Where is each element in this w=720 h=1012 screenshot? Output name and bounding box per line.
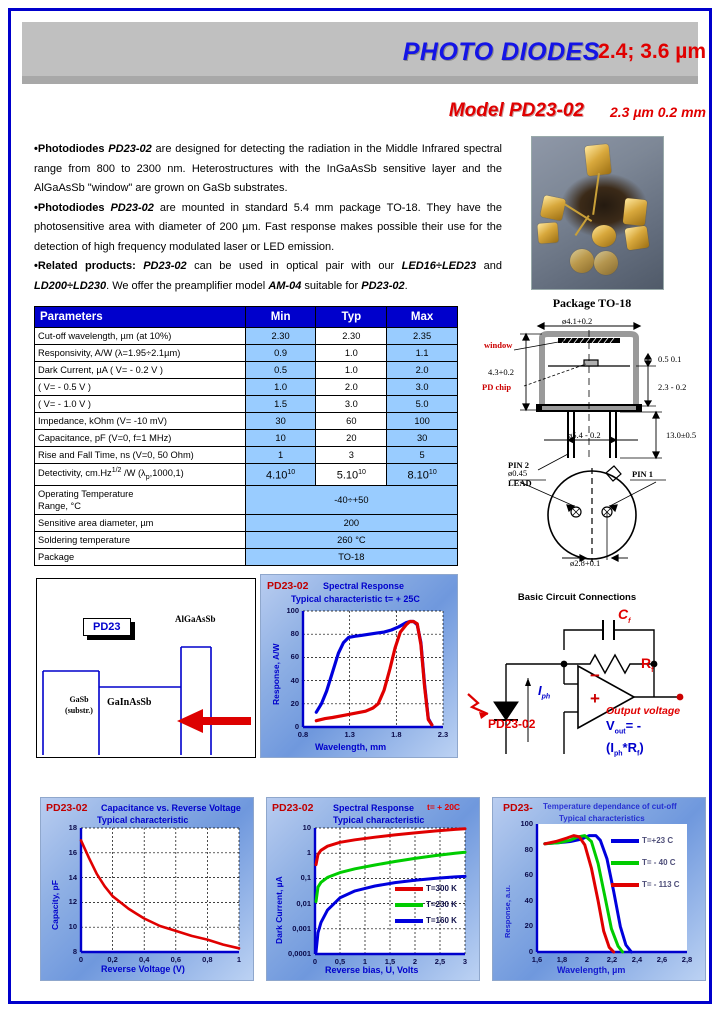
page-title: PHOTO DIODES [402,38,600,66]
ytick: 18 [68,823,77,832]
pkg-dim-height: 4.3+0.2 [488,367,515,377]
p3-model-2: PD23-02 [361,279,405,292]
pkg-dim-small: 0.5 0.1 [658,354,682,364]
param-min: 0.9 [245,345,316,362]
label-gasb-line1: GaSb [69,695,89,704]
pkg-window-label: window [484,340,513,350]
cf-main: C [618,606,629,622]
ytick: 12 [68,897,77,907]
photo-lead-1 [592,173,600,215]
chart1-title: PD23-02 [46,802,88,814]
param-typ-detectivity: 5.10$^{10}$ [316,464,387,486]
ytick: 40 [524,895,533,905]
xtick: 0,5 [334,957,346,966]
chart3-xlabel: Wavelength, µm [557,965,626,975]
xtick: 0.8 [297,730,309,739]
description-paragraph-3 [34,257,502,296]
p3-model: PD23-02 [143,260,187,272]
xtick: 2,6 [656,955,668,964]
table-row [35,413,458,430]
param-name: Cut-off wavelength, µm (at 10%) [35,328,246,345]
pkg-dim-top: ø4.1+0.2 [562,316,593,326]
xtick: 1.8 [391,730,402,739]
param-typ: 2.30 [316,328,387,345]
photo-diode-can-2 [540,195,566,221]
legend-label: T= - 113 C [642,880,680,889]
model-dimensions: 2.3 µm 0.2 mm [609,104,706,120]
p3-amp-model: AM-04 [268,279,302,292]
ytick: 60 [290,652,299,662]
photocurrent-label [538,683,550,701]
table-row [35,328,458,345]
pkg-pin1: PIN 1 [632,469,654,479]
ytick: 10 [302,823,311,832]
chart1-title2: Capacitance vs. Reverse Voltage [101,803,241,813]
chart3-title: PD23- [503,802,533,814]
param-name: Sensitive area diameter, µm [35,514,246,531]
xtick: 2,5 [434,957,446,966]
p3-text-end: . [404,279,408,292]
xtick: 0,2 [107,955,118,964]
header-wavelengths: 2.4; 3.6 µm [598,40,706,63]
legend-swatch [611,861,639,865]
xtick: 0,8 [202,955,213,964]
xtick: 2 [584,955,590,964]
pkg-dim-mid: 2.3 - 0.2 [658,382,687,392]
label-gainassb: GaInAsSb [107,697,152,708]
ytick: 8 [72,947,77,956]
xtick: 0 [312,957,318,966]
legend-swatch [395,887,423,891]
table-header-row [35,307,458,328]
p3-text-3: . We offer the preamplifier model [106,279,269,292]
structure-svg [37,579,253,755]
param-value-full: -40÷+50 [245,485,457,514]
chart2-ylabel: Dark Current, µA [274,876,284,944]
p3-text-4: suitable for [301,279,362,292]
photo-lead-3 [575,215,590,236]
photo-diode-can-6 [592,225,616,247]
ytick: 100 [520,819,533,828]
chart0-subtitle: Typical characteristic t= + 25C [291,594,420,604]
opamp-plus-sign: + [590,689,600,708]
structure-diagram [36,578,256,758]
param-name: ( V= - 0.5 V ) [35,379,246,396]
param-name: Capacitance, pF (V=0, f=1 MHz) [35,430,246,447]
param-name: Dark Current, µA ( V= - 0.2 V ) [35,362,246,379]
p2-model: PD23-02 [110,201,154,214]
pkg-dim-lead-pitch: ø5.4 - 0.2 [568,430,601,440]
param-name: Package [35,548,246,565]
p3-text-2: and [476,260,502,272]
model-name: Model PD23-02 [448,100,584,121]
param-max: 100 [387,413,458,430]
pkg-lead-word: LEAD [508,478,532,488]
table-row-full [35,548,458,565]
p3-ld-range: LD200÷LD230 [34,279,107,292]
param-max: 5 [387,447,458,464]
product-photo [531,136,664,290]
chart2-subtitle: Typical characteristic [333,815,425,825]
circuit-diagram [466,592,706,756]
legend-label: T= - 40 C [642,858,676,867]
param-name: Rise and Fall Time, ns (V=0, 50 Ohm) [35,447,246,464]
chart3-ylabel: Response, a.u. [503,885,512,938]
ytick: 1 [306,848,311,858]
table-row-full [35,485,458,514]
param-min: 1 [245,447,316,464]
xtick: 2,4 [631,955,643,964]
bullet-3: •Related products: [34,260,144,272]
chart0-title2: Spectral Response [323,581,405,591]
circuit-device-label: PD23-02 [488,717,536,731]
p3-text-1: can be used in optical pair with our [186,260,402,272]
p2-text: are mounted in standard 5.4 mm package TO-18. They have the photosensitive area with diameter of 200 µm. Fast response makes possible their use for the detection of high frequency modulated laser or LED emission. [34,201,503,253]
iph-main: I [538,683,542,698]
chart1-xlabel: Reverse Voltage (V) [101,964,185,974]
table-row [35,362,458,379]
photo-diode-reflection-2 [594,251,618,275]
chart2-xlabel: Reverse bias, U, Volts [325,965,419,975]
ytick: 20 [524,921,533,931]
legend-swatch [611,883,639,887]
table-row [35,447,458,464]
param-value-full: 260 °C [245,531,457,548]
package-drawing [480,296,704,571]
param-min-detectivity: 4.10$^{10}$ [245,464,316,486]
pkg-dim-lead-len: 13.0±0.5 [666,430,697,440]
pkg-pin2-label: PIN 2 [508,460,530,470]
chart-dark-current [266,797,480,981]
xtick: 0 [78,955,84,964]
legend-swatch [395,919,423,923]
vout-main: V [606,718,615,733]
table-row [35,430,458,447]
description-paragraph-2 [34,199,502,258]
label-algaassb: AlGaAsSb [175,614,216,624]
chart1-ylabel: Capacity, pF [50,880,60,930]
chart-spectral-response [260,574,458,758]
param-max: 5.0 [387,396,458,413]
p1-model: PD23-02 [108,143,152,155]
chart3-subtitle: Typical characteristics [559,814,645,823]
xtick: 2 [412,957,418,966]
chart1-subtitle: Typical characteristic [97,815,189,825]
package-title: Package TO-18 [552,296,632,310]
label-gasb [49,694,109,716]
iph-sub: ph [541,693,551,701]
bullet-2: •Photodiodes [34,201,111,214]
param-name: Operating Temperature Range, °C [35,485,246,514]
param-value-full: TO-18 [245,548,457,565]
package-svg [480,310,704,568]
legend-swatch [611,839,639,843]
ytick: 0 [528,947,533,956]
description-block [34,140,502,296]
xtick: 2,2 [606,955,618,964]
ytick: 20 [290,698,299,708]
param-typ: 20 [316,430,387,447]
param-max: 1.1 [387,345,458,362]
legend-swatch [395,903,423,907]
ytick: 60 [524,870,533,880]
ytick: 0,0001 [288,949,311,958]
ytick: 14 [68,872,77,882]
xtick: 2,8 [681,955,693,964]
xtick: 1 [236,955,242,964]
pkg-lead-dia: ø0.45 [508,468,528,478]
photo-lead-2 [564,203,592,222]
table-row-full [35,514,458,531]
table-row [35,396,458,413]
p1-text: are designed for detecting the radiation in the Middle Infrared spectral range from 800 to 2300 nm. Heterostructures with the InGaAsSb sensitive layer and the AlGaAsSb "window" are grown on GaSb substrates. [34,143,502,194]
xtick: 2.3 [437,730,449,739]
legend-label: T=+23 C [642,836,674,845]
opamp-minus-sign: − [590,666,600,685]
table-row [35,345,458,362]
chart-capacitance [40,797,254,981]
table-row-detectivity [35,464,458,486]
p3-led-range: LED16÷LED23 [401,260,477,272]
col-header-min: Min [245,307,316,328]
ytick: 0,01 [296,898,311,908]
xtick: 0,6 [170,955,182,964]
chart3-title2: Temperature dependance of cut-off [543,802,677,811]
chart0-ylabel: Response, A/W [271,643,281,705]
param-min: 10 [245,430,316,447]
param-max: 3.0 [387,379,458,396]
chart2-annotation: t= + 20C [427,802,461,812]
ytick: 80 [524,844,533,854]
param-max: 2.35 [387,328,458,345]
ytick: 80 [290,629,299,639]
photo-diode-can-4 [623,198,648,226]
table-row-full [35,531,458,548]
col-header-typ: Typ [316,307,387,328]
param-name: Soldering temperature [35,531,246,548]
ytick: 40 [290,675,299,685]
param-min: 30 [245,413,316,430]
vout-formula [606,718,644,761]
circuit-svg [466,602,702,758]
param-min: 0.5 [245,362,316,379]
pd23-badge: PD23 [83,618,131,636]
col-header-max: Max [387,307,458,328]
param-max: 2.0 [387,362,458,379]
output-voltage-label: Output voltage [606,705,681,717]
ytick: 10 [68,922,77,932]
capacitor-label [618,606,630,625]
param-min: 2.30 [245,328,316,345]
rf-sub: f [651,666,654,674]
chart0-title: PD23-02 [267,580,309,592]
param-value-full: 200 [245,514,457,531]
incident-light-arrow [177,709,251,733]
param-typ: 2.0 [316,379,387,396]
xtick: 0,4 [138,955,150,964]
vout-tail: = - [625,718,642,733]
ytick: 0,001 [292,923,311,933]
xtick: 1 [362,957,368,966]
ytick: 100 [286,606,299,615]
param-name: Responsivity, A/W (λ=1.95÷2.1µm) [35,345,246,362]
xtick: 1,8 [556,955,568,964]
param-min: 1.5 [245,396,316,413]
vout-line2: $(I_{ph}*R_f)$ [606,739,644,758]
photo-diode-reflection-1 [570,249,594,273]
table-row [35,379,458,396]
legend-label: T=160 K [426,916,457,925]
param-typ: 1.0 [316,345,387,362]
xtick: 1.3 [344,730,355,739]
xtick: 1,6 [531,955,543,964]
xtick: 3 [462,957,468,966]
chart2-title2: Spectral Response [333,803,415,813]
param-typ: 1.0 [316,362,387,379]
param-name-detectivity: Detectivity, $cm.Hz^{1/2}$ /W $(\lambda_p,1000,1)$ [35,464,246,486]
pkg-pdchip-label: PD chip [482,382,512,392]
ytick: 16 [68,847,77,857]
header-strip [22,76,698,84]
ytick: 0 [294,722,299,731]
photo-diode-can-3 [537,222,558,243]
photo-diode-can-5 [625,226,650,251]
pkg-dim-pin-spacing: ø2.8+0.1 [570,558,601,568]
ytick: 0,1 [300,873,311,883]
param-name: ( V= - 1.0 V ) [35,396,246,413]
param-typ: 3 [316,447,387,464]
photo-diode-can-1 [584,144,611,176]
rf-main: R [641,655,652,671]
description-paragraph-1 [34,140,502,199]
resistor-label [641,655,653,674]
chart0-xlabel: Wavelength, mm [315,742,387,752]
param-typ: 3.0 [316,396,387,413]
legend-label: T=230 K [426,900,457,909]
xtick: 1,5 [384,957,396,966]
col-header-parameters: Parameters [35,307,246,328]
param-name: Impedance, kOhm (V= -10 mV) [35,413,246,430]
chart-temperature-dependance [492,797,706,981]
legend-label: T=300 K [426,884,457,893]
chart2-title: PD23-02 [272,802,314,814]
param-typ: 60 [316,413,387,430]
circuit-title: Basic Circuit Connections [517,592,637,603]
parameters-table [34,306,458,566]
param-max: 30 [387,430,458,447]
param-min: 1.0 [245,379,316,396]
bullet-1: •Photodiodes [34,143,109,155]
label-gasb-line2: (substr.) [65,706,93,715]
cf-sub: f [628,617,631,625]
param-max-detectivity: 8.10$^{10}$ [387,464,458,486]
vout-sub: out [614,728,626,736]
